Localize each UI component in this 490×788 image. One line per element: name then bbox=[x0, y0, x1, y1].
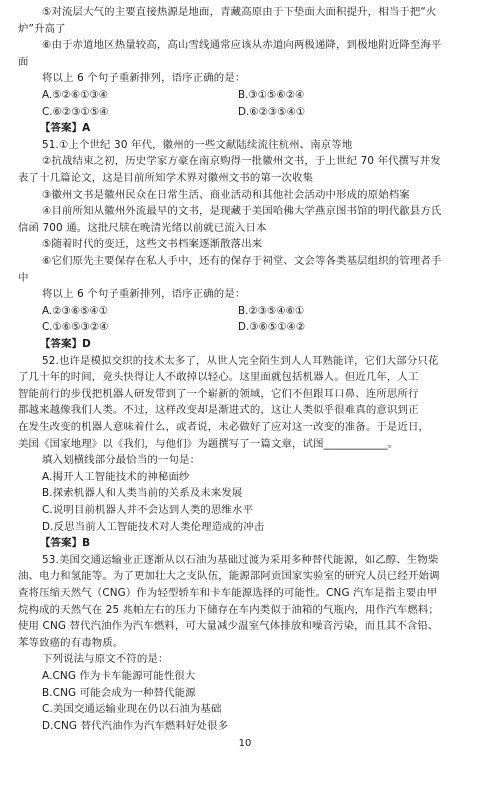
answer-label: 【答案】A bbox=[40, 122, 91, 135]
text-line: 炉”升高了 bbox=[18, 22, 66, 35]
option-b: B.③①⑤⑥②④ bbox=[238, 89, 305, 101]
text-line: 苯等致癌的有毒物质。 bbox=[18, 636, 124, 649]
page-number: 10 bbox=[238, 738, 252, 750]
option-c: C.⑥②③①⑤④ bbox=[42, 105, 109, 118]
question-prompt: 填入划横线部分最恰当的一句是： bbox=[42, 454, 201, 467]
question-prompt: 将以上 6 个句子重新排列，语序正确的是： bbox=[42, 288, 246, 301]
option-d: D.CNG 替代汽油作为汽车燃料好处很多 bbox=[42, 719, 229, 732]
text-line: 智能前行的步伐把机器人研发带到了一个崭新的领域，它们不但跟耳口鼻、连所思所行 bbox=[18, 387, 419, 400]
option-d: D.⑥②③⑤④① bbox=[238, 105, 306, 118]
text-line: ⑤随着时代的变迁，这些文书档案逐渐散落出来 bbox=[42, 238, 263, 251]
option-a: A.CNG 作为卡车能源可能性很大 bbox=[42, 670, 196, 682]
option-a: A.⑤②⑥①③④ bbox=[42, 89, 109, 101]
option-a: A.揭开人工智能技术的神秘面纱 bbox=[42, 470, 190, 483]
option-a: A.②③⑥⑤④① bbox=[42, 304, 109, 317]
option-c: C.①⑥⑤③②④ bbox=[42, 321, 109, 334]
option-d: D.反思当前人工智能技术对人类伦理造成的冲击 bbox=[42, 520, 265, 533]
answer-label: 【答案】B bbox=[40, 537, 91, 550]
text-line: ⑤对流层大气的主要直接热源是地面，青藏高原由于下垫面大面积提升，相当于把“火 bbox=[42, 6, 437, 18]
text-line: 美国《国家地理》以《我们，与他们》为题撰写了一篇文章，试图____________。 bbox=[18, 437, 399, 450]
text-line: 油、电力和氢能等。为了更加壮大之支队伍，能源部阿贡国家实验室的研究人员已经开始调 bbox=[18, 570, 440, 583]
text-line: ⑥它们原先主要保存在私人手中，还有的保存于祠堂、文会等各类基层组织的管理者手 bbox=[42, 255, 442, 267]
question-prompt: 下列说法与原文不符的是： bbox=[42, 653, 169, 666]
option-c: C.说明目前机器人并不会达到人类的思维水平 bbox=[42, 504, 254, 516]
text-line: 51.①上个世纪 30 年代，徽州的一些文献陆续流往杭州、南京等地 bbox=[42, 138, 353, 151]
text-line: 面 bbox=[18, 55, 29, 68]
text-line: 信函 700 通。这批尺牍在晚清光绪以前就已流入日本 bbox=[18, 221, 267, 234]
text-line: 查将压缩天然气（CNG）作为轻型轿车和卡车能源选择的可能性。CNG 汽车是指主要由甲 bbox=[18, 587, 438, 599]
text-line: 52.也许是模拟交织的技术太多了，从世人完全陌生到人人耳熟能详，它们大部分只花 bbox=[42, 354, 439, 367]
text-line: ③徽州文书是徽州民众在日常生活、商业活动和其他社会活动中形成的原始档案 bbox=[42, 188, 410, 201]
text-line: 中 bbox=[18, 271, 29, 284]
text-line: 53.美国交通运输业正逐渐从以石油为基础过渡为采用多种替代能源，如乙醇、生物柴 bbox=[42, 553, 439, 566]
question-prompt: 将以上 6 个句子重新排列，语序正确的是： bbox=[42, 72, 246, 85]
text-line: 烷构成的天然气在 25 兆帕左右的压力下储存在车内类似于油箱的气瓶内，用作汽车燃料； bbox=[18, 603, 439, 616]
text-line: 表了十几篇论文，这是目前所知学术界对徽州文书的第一次收集 bbox=[18, 172, 314, 184]
text-line: ④目前所知从徽州外流最早的文书，是现藏于美国哈佛大学燕京图书馆的明代歙县方氏 bbox=[42, 205, 442, 218]
option-b: B.②③⑤④⑥① bbox=[238, 304, 305, 317]
option-d: D.③⑥⑤①④② bbox=[238, 321, 306, 334]
text-line: ⑥由于赤道地区热量较高，高山雪线通常应该从赤道向两极递降，到极地附近降至海平 bbox=[42, 39, 442, 52]
text-line: 都越来越像我们人类。不过，这样改变却是渐进式的，这让人类似乎很难真的意识到正 bbox=[18, 404, 419, 417]
answer-label: 【答案】D bbox=[40, 338, 91, 350]
option-c: C.美国交通运输业现在仍以石油为基础 bbox=[42, 703, 222, 716]
text-line: ②抗战结束之初，历史学家方豪在南京购得一批徽州文书，于上世纪 70 年代撰写并发 bbox=[42, 155, 441, 168]
option-b: B.CNG 可能会成为一种替代能源 bbox=[42, 686, 196, 699]
text-line: 使用 CNG 替代汽油作为汽车燃料，可大量减少温室气体排放和噪音污染，而且其不含铅、 bbox=[18, 620, 439, 633]
text-line: 在发生改变的机器人意味着什么，或者说，未必做好了应对这一改变的准备。于是近日， bbox=[18, 421, 430, 433]
text-line: 了几十年的时间，竟头快得让人不敢掉以轻心。这里面就包括机器人。但近几年，人工 bbox=[18, 371, 419, 384]
option-b: B.探索机器人和人类当前的关系及未来发展 bbox=[42, 487, 243, 500]
